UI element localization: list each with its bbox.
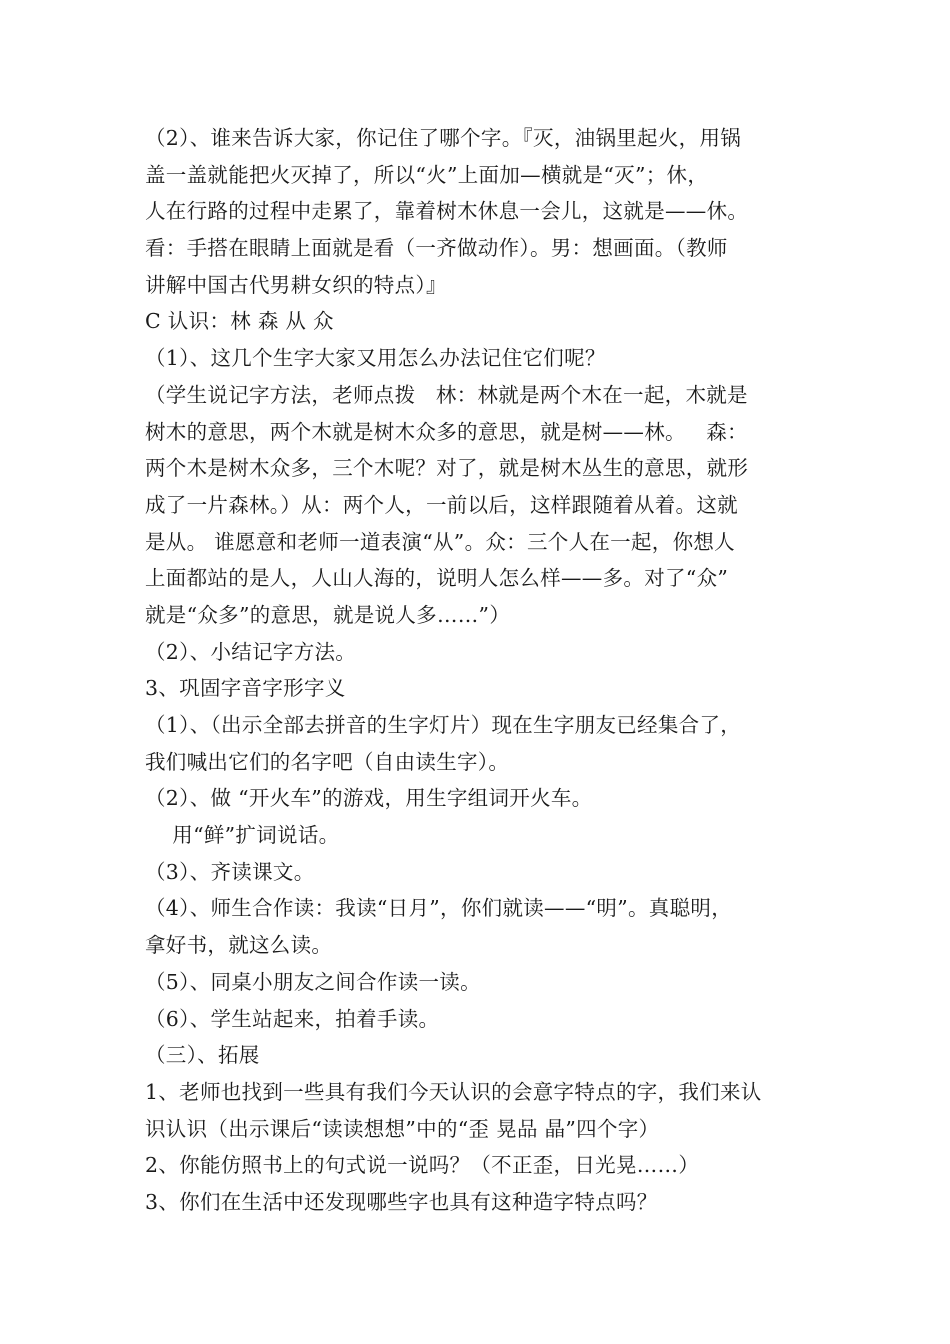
text-line: （2）、做 “开火车”的游戏，用生字组词开火车。 (145, 786, 593, 811)
section-heading: （三）、拓展 (145, 1043, 260, 1068)
text-line: 人在行路的过程中走累了，靠着树木休息一会儿，这就是——休。 (145, 199, 749, 224)
text-line: 盖一盖就能把火灭掉了，所以“火”上面加—横就是“灭”；休， (145, 162, 709, 187)
text-line: （3）、齐读课文。 (145, 859, 315, 884)
text-line: 树木的意思，两个木就是树木众多的意思，就是树——林。 森： (145, 419, 748, 444)
text-line: 识认识（出示课后“读读想想”中的“歪 晃品 晶”四个字） (145, 1116, 660, 1141)
text-line: 讲解中国古代男耕女织的特点）』 (145, 272, 447, 297)
text-line: 就是“众多”的意思，就是说人多……”） (145, 602, 511, 627)
section-heading: 3、巩固字音字形字义 (145, 676, 346, 701)
text-line: 两个木是树木众多，三个木呢？对了，就是树木丛生的意思，就形 (145, 456, 749, 481)
document-body (145, 120, 815, 1221)
text-line: （1）、这几个生字大家又用怎么办法记住它们呢？ (145, 346, 606, 371)
text-line: （2）、小结记字方法。 (145, 639, 357, 664)
text-line: （1）、（出示全部去拼音的生字灯片）现在生字朋友已经集合了， (145, 713, 742, 737)
text-line: 我们喊出它们的名字吧（自由读生字）。 (145, 749, 510, 774)
text-line: 是从。 谁愿意和老师一道表演“从”。众：三个人在一起，你想人 (145, 529, 735, 554)
text-line: （6）、学生站起来，拍着手读。 (145, 1006, 440, 1031)
text-line: 看：手搭在眼睛上面就是看（一齐做动作）。男：想画面。（教师 (145, 236, 728, 261)
text-line: （5）、同桌小朋友之间合作读一读。 (145, 969, 481, 994)
text-line: 用“鲜”扩词说话。 (145, 823, 340, 848)
text-line: 上面都站的是人，人山人海的，说明人怎么样——多。对了“众” (145, 566, 729, 591)
text-line: 拿好书，就这么读。 (145, 933, 333, 958)
text-line: （2）、谁来告诉大家，你记住了哪个字。『灭，油锅里起火，用锅 (145, 126, 742, 150)
text-line: 成了一片森林。）从：两个人，一前以后，这样跟随着从着。这就 (145, 492, 738, 517)
text-line: （学生说记字方法，老师点拨 林：林就是两个木在一起，木就是 (145, 382, 748, 407)
text-line: 1、老师也找到一些具有我们今天认识的会意字特点的字，我们来认 (145, 1079, 762, 1104)
text-line: （4）、师生合作读：我读“日月”，你们就读——“明”。真聪明， (145, 896, 733, 921)
section-heading: C 认识：林 森 从 众 (145, 309, 334, 334)
text-line: 2、你能仿照书上的句式说一说吗？（不正歪，日光晃……） (145, 1153, 700, 1178)
text-line: 3、你们在生活中还发现哪些字也具有这种造字特点吗？ (145, 1189, 658, 1214)
